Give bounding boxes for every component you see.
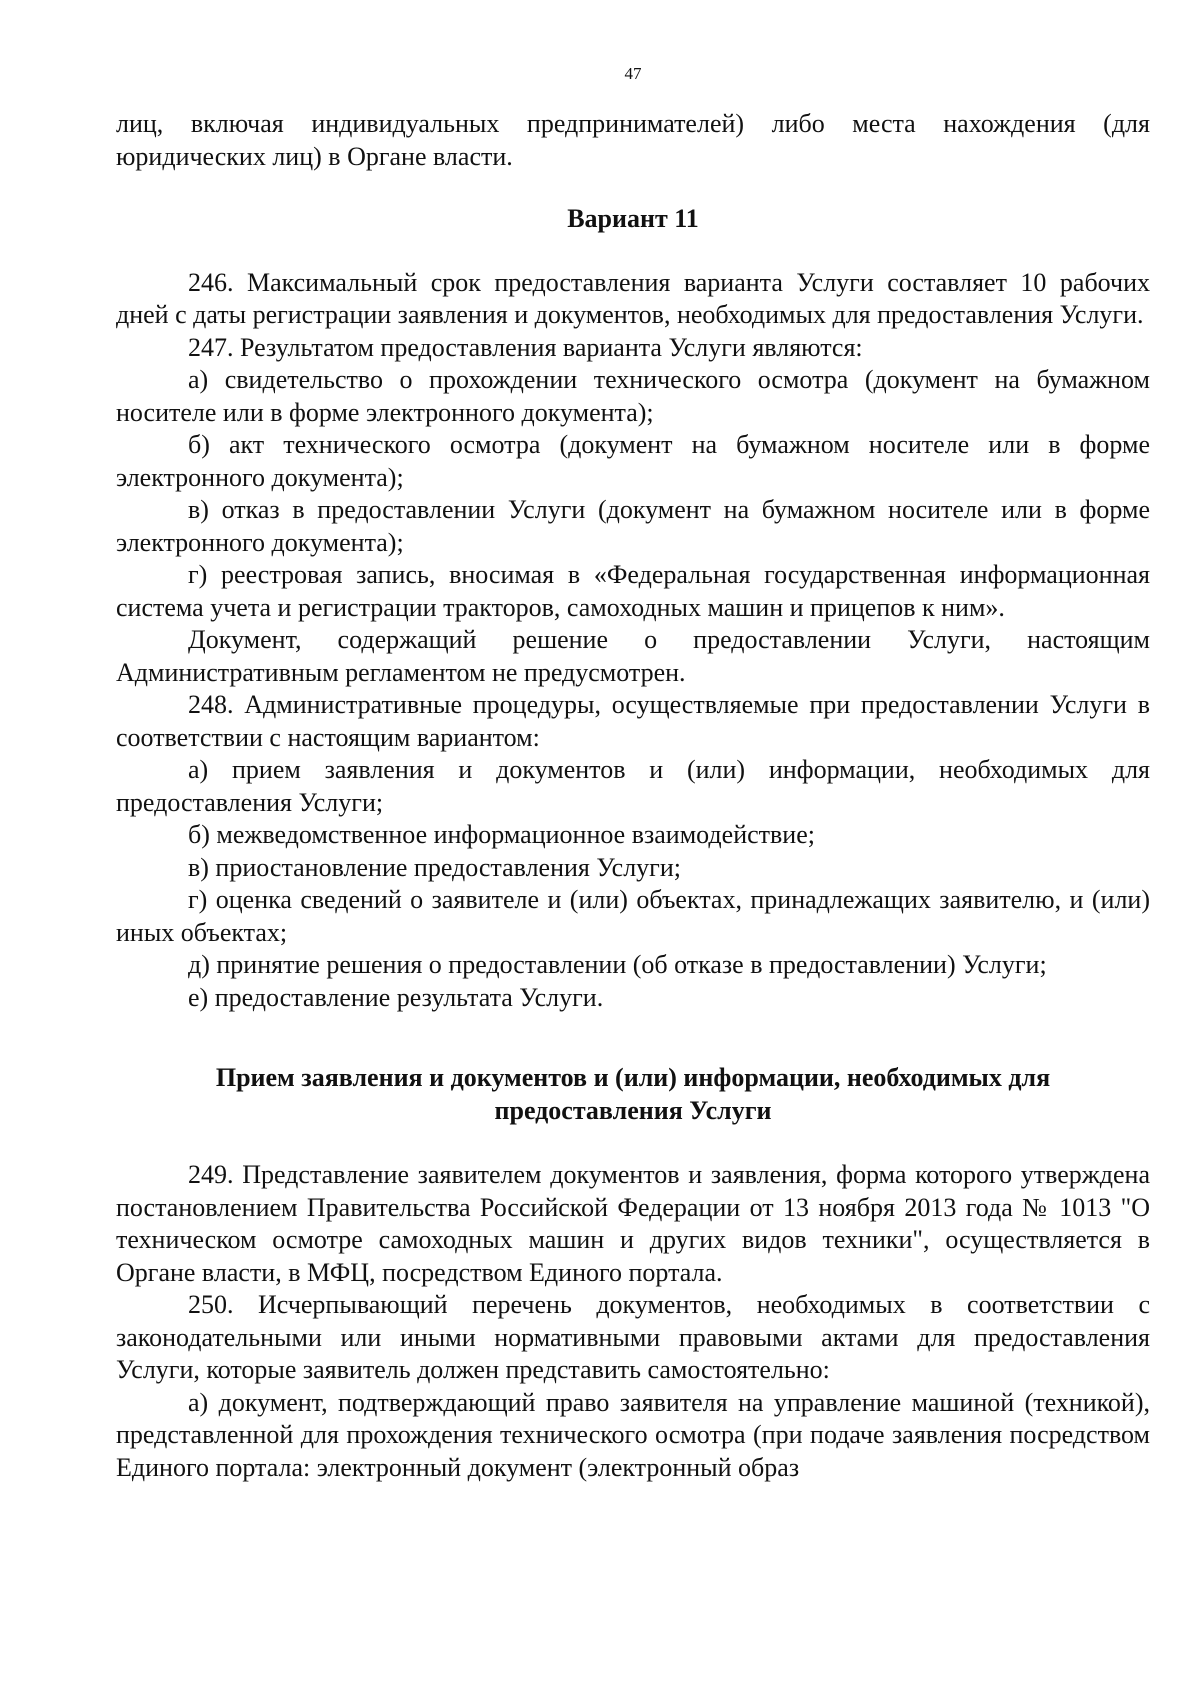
paragraph-248-v: в) приостановление предоставления Услуги; (188, 852, 681, 882)
paragraph-248-d: д) принятие решения о предоставлении (об отказе в предоставлении) Услуги; (188, 950, 1047, 979)
page-number: 47 (624, 64, 642, 83)
paragraph-249: 249. Представление заявителем документов и заявления, форма которого утверждена постановлением Правительства Российской Федерации от 13 ноября 2013 года № 1013 "О техническом осмотре самоходных машин и других видов техники", осуществляется в Органе власти, в МФЦ, посредством Единого портала. (116, 1160, 1150, 1287)
heading-section (116, 1062, 1150, 1127)
paragraph-250-a: а) документ, подтверждающий право заявителя на управление машиной (техникой), представленной для прохождения технического осмотра (при подаче заявления посредством Единого портала: электронный документ (электронный образ (116, 1387, 1150, 1482)
heading-section-line-1: Прием заявления и документов и (или) информации, необходимых для (215, 1063, 1051, 1092)
paragraph-248-b: б) межведомственное информационное взаимодействие; (188, 820, 815, 849)
paragraph-248-a: а) прием заявления и документов и (или) информации, необходимых для предоставления Услуги; (116, 755, 1150, 817)
paragraph-247-a: а) свидетельство о прохождении технического осмотра (документ на бумажном носителе или в форме электронного документа); (116, 365, 1150, 427)
paragraph-intro: лиц, включая индивидуальных предпринимателей) либо места нахождения (для юридических лиц) в Органе власти. (116, 109, 1150, 171)
paragraph-246: 246. Максимальный срок предоставления варианта Услуги составляет 10 рабочих дней с даты регистрации заявления и документов, необходимых для предоставления Услуги. (116, 267, 1150, 329)
paragraph-247-g: г) реестровая запись, вносимая в «Федеральная государственная информационная система учета и регистрации тракторов, самоходных машин и прицепов к ним». (116, 560, 1150, 622)
paragraph-248-g: г) оценка сведений о заявителе и (или) объектах, принадлежащих заявителю, и (или) иных объектах; (116, 885, 1150, 947)
paragraph-247-document: Документ, содержащий решение о предоставлении Услуги, настоящим Административным регламентом не предусмотрен. (116, 625, 1150, 687)
paragraph-248: 248. Административные процедуры, осуществляемые при предоставлении Услуги в соответствии с настоящим вариантом: (116, 690, 1150, 752)
paragraph-247-b: б) акт технического осмотра (документ на бумажном носителе или в форме электронного документа); (116, 430, 1150, 492)
paragraph-247-v: в) отказ в предоставлении Услуги (документ на бумажном носителе или в форме электронного документа); (116, 495, 1150, 557)
paragraph-250: 250. Исчерпывающий перечень документов, необходимых в соответствии с законодательными или иными нормативными правовыми актами для предоставления Услуги, которые заявитель должен представить самостоятельно: (116, 1290, 1150, 1384)
heading-variant-11: Вариант 11 (567, 204, 699, 233)
paragraph-247: 247. Результатом предоставления варианта Услуги являются: (188, 332, 863, 362)
document-page (116, 64, 1150, 1484)
paragraph-248-e: е) предоставление результата Услуги. (188, 982, 604, 1012)
heading-section-line-2: предоставления Услуги (494, 1095, 772, 1125)
